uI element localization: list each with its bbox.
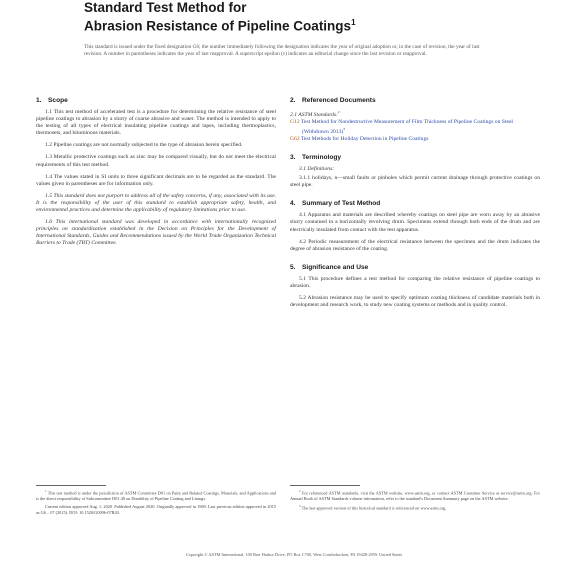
paragraph-3-1: 3.1 Definitions: [299, 166, 335, 173]
paragraph-4-1: 4.1 Apparatus and materials are described whereby coatings on steel pipe are worn away by an abrasive slurry contained in a horizontally revolving drum. Specimens extend through both ends of the drum and are electrically insulated from contact with the test apparatus. [290, 212, 540, 233]
footnote-divider-right [290, 485, 360, 486]
section-heading-significance [290, 263, 540, 272]
reference-link[interactable]: Test Methods for Holiday Detection in Pipeline Coatings [300, 136, 429, 142]
reference-code: G12 [290, 118, 300, 125]
heading-text: Significance and Use [302, 263, 369, 271]
left-column [36, 96, 276, 253]
title-text: Abrasion Resistance of Pipeline Coatings [84, 18, 352, 34]
heading-number: 3. [290, 154, 296, 162]
paragraph-1-3: 1.3 Metallic protective coatings such as zinc may be compared visually, but do not meet the electrical requirements of this test method. [36, 154, 276, 168]
section-heading-scope [36, 96, 276, 105]
heading-number: 4. [290, 200, 296, 208]
paragraph-4-2: 4.2 Periodic measurement of the electrical resistance between the specimen and the drum indicates the degree of abrasion resistance of the coating. [290, 238, 540, 252]
paragraph-1-6: 1.6 This international standard was developed in accordance with internationally recognized principles on standardization established in the Decision on Principles for the Development of International Standards, Guides and Recommendations issued by the World Trade Organization Technical Barriers to Trade (TBT) Committee. [36, 219, 276, 247]
paragraph-5-2: 5.2 Abrasion resistance may be used to specify optimum coating thickness of candidate materials both in development and research work, to study new coating systems or methods and in quality control. [290, 295, 540, 309]
section-heading-referenced-documents [290, 96, 540, 105]
reference-link[interactable]: Test Method for Nondestructive Measurement of Film Thickness of Pipeline Coatings on Steel (Withdrawn 2013) [300, 118, 513, 135]
footnotes-left [36, 489, 276, 518]
footnote-2: $^2$ For referenced ASTM standards, visit the ASTM website, www.astm.org, or contact ASTM Customer Service at service@astm.org. For Annual Book of ASTM Standards volume information, refer to the standard's Document Summary page on the ASTM website. [290, 489, 540, 501]
heading-text: Terminology [302, 154, 342, 162]
section-heading-terminology [290, 153, 540, 162]
reference-code: G62 [290, 136, 300, 142]
section-heading-summary [290, 199, 540, 208]
reference-g62[interactable] [290, 136, 540, 143]
paragraph-1-1: 1.1 This test method of accelerated test is a procedure for determining the relative resistance of steel pipeline coatings to abrasion by a slurry of coarse abrasive and water. The method is intended to apply to the testing of all types of electrical insulating pipeline coatings and tapes, including thermoplastics, thermosets, and bituminous materials. [36, 109, 276, 137]
title-line-1: Standard Test Method for [84, 0, 247, 15]
footnote-divider-left [36, 485, 106, 486]
standard-designation-note: This standard is issued under the fixed designation G6; the number immediately following the designation indicates the year of original adoption or, in the case of revision, the year of last revision. A number in parentheses indicates the year of last reapproval. A superscript epsilon (ε) indicates an editorial change since the last revision or reapproval. [84, 44, 480, 57]
heading-text: Summary of Test Method [302, 200, 381, 208]
heading-text: Referenced Documents [302, 97, 376, 104]
paragraph-3-1-1: 3.1.1 holidays, n—small faults or pinholes which permit current drainage through protective coatings on steel pipe. [290, 175, 540, 189]
copyright-notice: Copyright © ASTM International, 100 Barr Harbor Drive, PO Box C700, West Conshohocken, PA 19428-2959. United States [185, 552, 403, 557]
title-footnote-mark: 1 [351, 18, 356, 27]
footnotes-right [290, 489, 540, 514]
heading-number: 2. [290, 97, 296, 104]
heading-number: 5. [290, 263, 296, 271]
heading-number: 1. [36, 97, 42, 104]
paragraph-1-4: 1.4 The values stated in SI units to three significant decimals are to be regarded as the standard. The values given in parentheses are for information only. [36, 173, 276, 187]
paragraph-1-5: 1.5 This standard does not purport to address all of the safety concerns, if any, associated with its use. It is the responsibility of the user of this standard to establish appropriate safety, health, and environmental practices and determine the applicability of regulatory limitations prior to use. [36, 192, 276, 214]
astm-standards-label: 2.1 ASTM Standards:$^2$ [290, 110, 340, 118]
footnote-1-edition: Current edition approved Aug. 1, 2020. Published August 2020. Originally approved in 1969. Last previous edition approved in 2015 as G6 – 07 (2015). DOI: 10.1520/G0006-07R20. [36, 504, 276, 515]
footnote-1: $^1$ This test method is under the jurisdiction of ASTM Committee D01 on Paint and Related Coatings, Materials, and Applications and is the direct responsibility of Subcommittee D01.48 on Durability of Pipeline Coating and Linings. [36, 489, 276, 501]
footnote-3: $^3$ The last approved version of this historical standard is referenced on www.astm.org. [299, 504, 447, 511]
paragraph-1-2: 1.2 Pipeline coatings are not normally subjected to the type of abrasion herein specified. [45, 142, 243, 149]
paragraph-5-1: 5.1 This procedure defines a test method for comparing the relative resistance of pipeline coatings to abrasion. [290, 275, 540, 289]
title-line-2 [84, 15, 504, 34]
referenced-documents-list [290, 109, 540, 143]
title-block [84, 0, 504, 34]
reference-g12[interactable]: G12 Test Method for Nondestructive Measurement of Film Thickness of Pipeline Coatings on Steel (Withdrawn 2013)$^3$ [290, 118, 513, 135]
right-column [290, 96, 540, 314]
heading-text: Scope [48, 97, 68, 104]
